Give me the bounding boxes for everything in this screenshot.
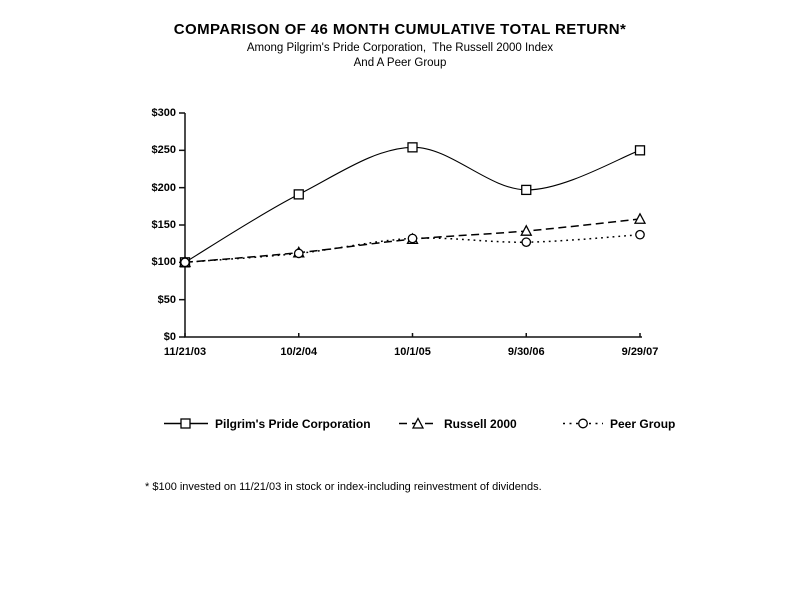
x-axis-label: 10/1/05	[394, 346, 431, 358]
y-axis-label: $150	[151, 219, 176, 231]
y-axis-label: $50	[157, 293, 176, 306]
y-axis-label: $100	[151, 256, 176, 269]
chart-subtitle-line1: Among Pilgrim's Pride Corporation, The Russell 2000 Index	[246, 42, 554, 54]
legend-item-russell-2000	[398, 415, 517, 432]
legend-label: Russell 2000	[444, 416, 517, 431]
legend-item-pilgrims-pride-corporation	[163, 415, 371, 432]
y-axis-label: $0	[163, 331, 176, 343]
legend-label: Peer Group	[610, 416, 676, 431]
y-axis-label: $200	[151, 181, 176, 194]
legend-label: Pilgrim's Pride Corporation	[215, 416, 371, 431]
x-axis-label: 9/29/07	[621, 346, 659, 358]
chart-subtitle-line2: And A Peer Group	[353, 57, 447, 69]
dotted-line-circle-marker-icon	[562, 415, 604, 432]
chart-title: COMPARISON OF 46 MONTH CUMULATIVE TOTAL RETURN*	[173, 21, 627, 38]
dashed-line-triangle-marker-icon	[398, 415, 438, 432]
solid-line-square-marker-icon	[163, 415, 209, 432]
chart-footnote: * $100 invested on 11/21/03 in stock or index-including reinvestment of dividends.	[145, 481, 542, 493]
x-axis-label: 10/2/04	[280, 346, 318, 358]
x-axis-label: 11/21/03	[163, 346, 207, 358]
y-axis-label: $250	[151, 144, 176, 157]
x-axis-label: 9/30/06	[507, 346, 545, 358]
legend-item-peer-group	[562, 415, 675, 432]
y-axis-label: $300	[151, 107, 176, 119]
